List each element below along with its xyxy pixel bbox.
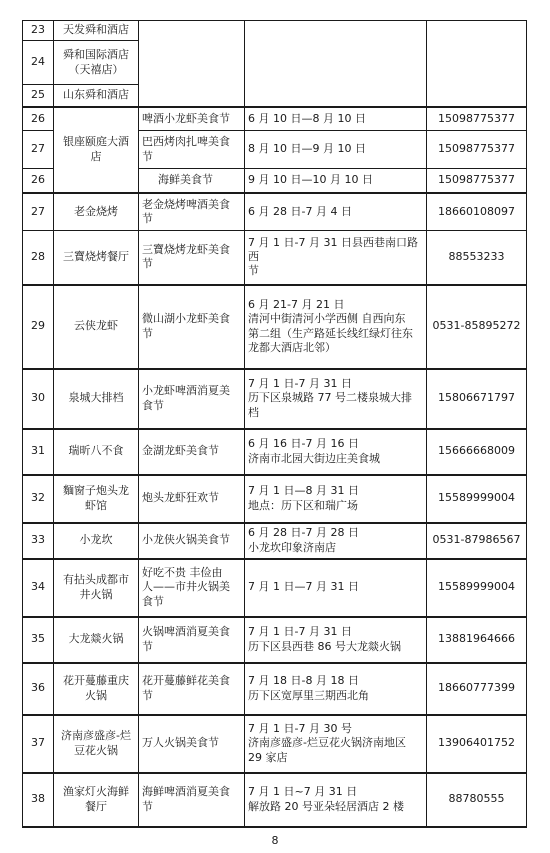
time-location-cell: 6 月 21-7 月 21 日 清河中街清河小学西侧 自西向东 第二组（生产路延长线红绿灯往东 龙都大酒店北邻） xyxy=(245,285,427,369)
venue-cell: 大龙燚火锅 xyxy=(54,617,139,663)
table-row xyxy=(23,559,527,617)
row-number: 26 xyxy=(23,169,54,193)
time-location-cell: 6 月 10 日—8 月 10 日 xyxy=(245,107,427,131)
row-number: 29 xyxy=(23,285,54,369)
event-cell: 三寶烧烤龙虾美食 节 xyxy=(139,231,245,285)
event-cell: 啤酒小龙虾美食节 xyxy=(139,107,245,131)
time-location-cell: 6 月 16 日-7 月 16 日 济南市北园大街边庄美食城 xyxy=(245,429,427,475)
venue-cell: 云侠龙虾 xyxy=(54,285,139,369)
event-cell: 花开蔓藤鲜花美食 节 xyxy=(139,663,245,715)
venue-cell: 济南彦盛彦-烂 豆花火锅 xyxy=(54,715,139,773)
venue-cell: 麵窗子炮头龙 虾馆 xyxy=(54,475,139,523)
phone-cell: 88780555 xyxy=(427,773,527,827)
table-row xyxy=(23,231,527,285)
event-cell: 炮头龙虾狂欢节 xyxy=(139,475,245,523)
event-cell: 好吃不贵 丰俭由 人——市井火锅美 食节 xyxy=(139,559,245,617)
venue-cell: 三寶烧烤餐厅 xyxy=(54,231,139,285)
table-row xyxy=(23,663,527,715)
venue-cell: 山东舜和酒店 xyxy=(54,85,139,107)
row-number: 27 xyxy=(23,193,54,231)
time-location-cell: 6 月 28 日-7 月 28 日 小龙坎印象济南店 xyxy=(245,523,427,559)
time-location-cell: 7 月 1 日-7 月 31 日 历下区县西巷 86 号大龙燚火锅 xyxy=(245,617,427,663)
event-cell: 老金烧烤啤酒美食 节 xyxy=(139,193,245,231)
row-number: 24 xyxy=(23,41,54,85)
row-number: 34 xyxy=(23,559,54,617)
phone-cell xyxy=(427,21,527,107)
time-location-cell: 7 月 1 日~7 月 31 日 解放路 20 号亚朵轻居酒店 2 楼 xyxy=(245,773,427,827)
event-cell: 海鲜美食节 xyxy=(139,169,245,193)
row-number: 32 xyxy=(23,475,54,523)
page-number: 8 xyxy=(271,834,279,847)
table-row xyxy=(23,369,527,429)
event-cell: 微山湖小龙虾美食 节 xyxy=(139,285,245,369)
table-row xyxy=(23,107,527,131)
time-location-cell: 8 月 10 日—9 月 10 日 xyxy=(245,131,427,169)
phone-cell: 15666668009 xyxy=(427,429,527,475)
table-row xyxy=(23,523,527,559)
event-table xyxy=(22,20,527,828)
table-row xyxy=(23,285,527,369)
row-number: 33 xyxy=(23,523,54,559)
row-number: 26 xyxy=(23,107,54,131)
table-row xyxy=(23,773,527,827)
table-row xyxy=(23,193,527,231)
venue-cell: 泉城大排档 xyxy=(54,369,139,429)
phone-cell: 0531-85895272 xyxy=(427,285,527,369)
phone-cell: 88553233 xyxy=(427,231,527,285)
row-number: 37 xyxy=(23,715,54,773)
phone-cell: 18660108097 xyxy=(427,193,527,231)
time-location-cell: 9 月 10 日—10 月 10 日 xyxy=(245,169,427,193)
row-number: 31 xyxy=(23,429,54,475)
row-number: 23 xyxy=(23,21,54,41)
table-row xyxy=(23,715,527,773)
event-cell: 巴西烤肉扎啤美食 节 xyxy=(139,131,245,169)
table-row xyxy=(23,617,527,663)
row-number: 38 xyxy=(23,773,54,827)
phone-cell: 15589999004 xyxy=(427,559,527,617)
event-cell: 小龙侠火锅美食节 xyxy=(139,523,245,559)
venue-cell: 瑞昕八不食 xyxy=(54,429,139,475)
venue-cell: 渔家灯火海鲜 餐厅 xyxy=(54,773,139,827)
venue-cell: 有拈头成都市 井火锅 xyxy=(54,559,139,617)
venue-cell: 老金烧烤 xyxy=(54,193,139,231)
phone-cell: 15098775377 xyxy=(427,107,527,131)
time-location-cell xyxy=(245,21,427,107)
phone-cell: 15806671797 xyxy=(427,369,527,429)
phone-cell: 13906401752 xyxy=(427,715,527,773)
venue-cell: 天发舜和酒店 xyxy=(54,21,139,41)
phone-cell: 0531-87986567 xyxy=(427,523,527,559)
row-number: 27 xyxy=(23,131,54,169)
table-row xyxy=(23,475,527,523)
table-row xyxy=(23,21,527,41)
time-location-cell: 7 月 1 日—8 月 31 日 地点：历下区和瑞广场 xyxy=(245,475,427,523)
row-number: 25 xyxy=(23,85,54,107)
table-row xyxy=(23,429,527,475)
venue-cell: 银座颐庭大酒 店 xyxy=(54,107,139,193)
row-number: 36 xyxy=(23,663,54,715)
row-number: 30 xyxy=(23,369,54,429)
venue-cell: 小龙坎 xyxy=(54,523,139,559)
event-cell: 金湖龙虾美食节 xyxy=(139,429,245,475)
event-cell xyxy=(139,21,245,107)
time-location-cell: 7 月 1 日-7 月 31 日县西巷南口路西 节 xyxy=(245,231,427,285)
phone-cell: 18660777399 xyxy=(427,663,527,715)
event-cell: 万人火锅美食节 xyxy=(139,715,245,773)
venue-cell: 花开蔓藤重庆 火锅 xyxy=(54,663,139,715)
time-location-cell: 6 月 28 日-7 月 4 日 xyxy=(245,193,427,231)
row-number: 28 xyxy=(23,231,54,285)
phone-cell: 15098775377 xyxy=(427,169,527,193)
time-location-cell: 7 月 1 日—7 月 31 日 xyxy=(245,559,427,617)
time-location-cell: 7 月 18 日-8 月 18 日 历下区宽厚里三期西北角 xyxy=(245,663,427,715)
phone-cell: 15589999004 xyxy=(427,475,527,523)
event-cell: 火锅啤酒消夏美食 节 xyxy=(139,617,245,663)
venue-cell: 舜和国际酒店 （天禧店） xyxy=(54,41,139,85)
time-location-cell: 7 月 1 日-7 月 31 日 历下区泉城路 77 号二楼泉城大排 档 xyxy=(245,369,427,429)
event-cell: 海鲜啤酒消夏美食 节 xyxy=(139,773,245,827)
phone-cell: 13881964666 xyxy=(427,617,527,663)
phone-cell: 15098775377 xyxy=(427,131,527,169)
time-location-cell: 7 月 1 日-7 月 30 号 济南彦盛彦-烂豆花火锅济南地区 29 家店 xyxy=(245,715,427,773)
row-number: 35 xyxy=(23,617,54,663)
event-cell: 小龙虾啤酒消夏美 食节 xyxy=(139,369,245,429)
